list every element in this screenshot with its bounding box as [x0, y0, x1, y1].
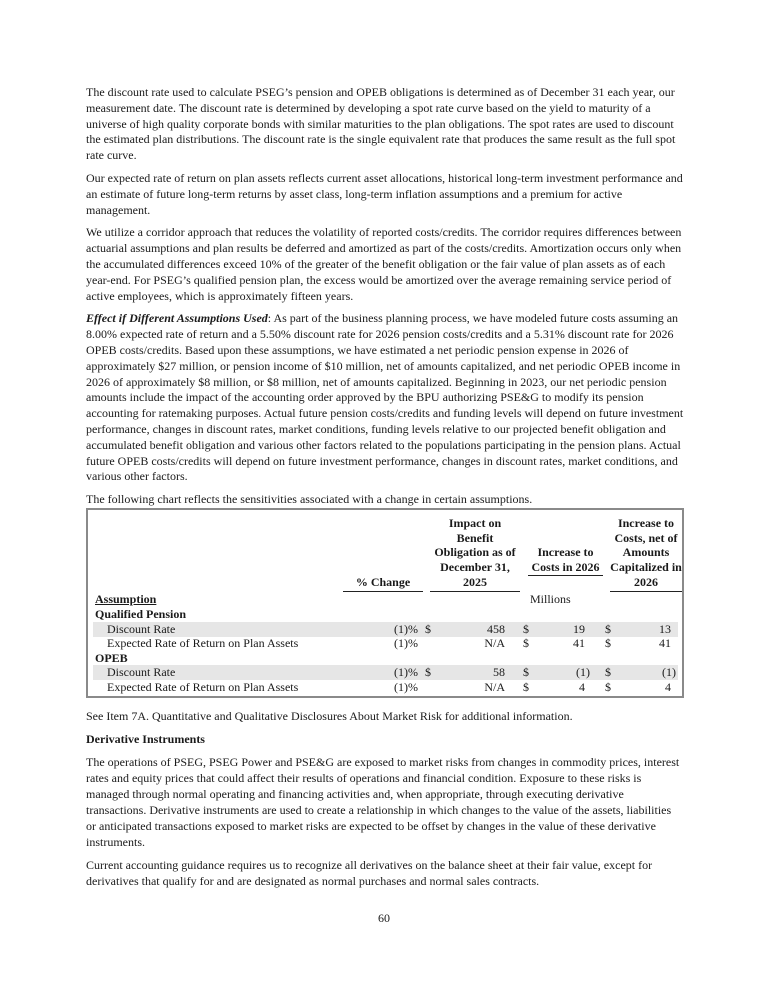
chart-intro: The following chart reflects the sensitivities associated with a change in certain assumptions.: [86, 492, 533, 507]
units-label: Millions: [530, 592, 571, 606]
paragraph-discount-rate: The discount rate used to calculate PSEG’s pension and OPEB obligations is determined as of December 31 each year, our measurement date. The discount rate is determined by developing a spot rate curve based on the yield to maturity of a universe of high quality corporate bonds with similar maturities to the plan obligations. The spot rates are used to discount the estimated plan distributions. The discount rate is the single equivalent rate that produces the same result as the full spot rate curve.: [86, 85, 676, 163]
section-title: Qualified Pension: [95, 607, 187, 621]
page-number: 60: [378, 911, 390, 925]
header-net-costs: Increase to Costs, net of Amounts Capitalized in 2026: [610, 516, 682, 592]
paragraph-derivatives-2: Current accounting guidance requires us to recognize all derivatives on the balance sheet at their fair value, except for derivatives that qualify for and are designated as normal purchases and normal sales contracts.: [86, 858, 653, 888]
see-item-7a: See Item 7A. Quantitative and Qualitative Disclosures About Market Risk for additional information.: [86, 709, 573, 723]
assumption-label: Assumption: [95, 592, 157, 606]
table-row: Expected Rate of Return on Plan Assets (1)% N/A $ 41 $ 41: [107, 636, 671, 650]
table-row: Discount Rate (1)% $ 58 $ (1) $ (1): [93, 665, 678, 680]
header-pct-change: % Change: [343, 516, 423, 592]
header-impact: Impact on Benefit Obligation as of December 31, 2025: [430, 516, 520, 592]
table-row: Discount Rate (1)% $ 458 $ 19 $ 13: [93, 622, 678, 637]
paragraph-corridor: We utilize a corridor approach that reduces the volatility of reported costs/credits. The corridor requires differences between actuarial assumptions and plan results be deferred and amortized as part of the costs/credits. Amortization occurs only when the accumulated differences exceed 10% of the greater of the benefit obligation or the fair value of plan assets as of each year-end. For PSEG’s qualified pension plan, the excess would be amortized over the average remaining service period of active employees, which is approximately fifteen years.: [86, 225, 682, 303]
body-text-top: [86, 85, 684, 515]
table-row: Expected Rate of Return on Plan Assets (1)% N/A $ 4 $ 4: [107, 680, 671, 694]
effect-lead: Effect if Different Assumptions Used: [86, 311, 268, 326]
sensitivity-table: [86, 508, 684, 698]
paragraph-effect: [86, 311, 684, 485]
header-costs: Increase to Costs in 2026: [528, 516, 603, 576]
paragraph-expected-return: Our expected rate of return on plan assets reflects current asset allocations, historical long-term investment performance and an estimate of future long-term returns by asset class, long-term inflation assumptions and a premium for active management.: [86, 170, 683, 217]
assumption-row: [93, 592, 678, 607]
effect-text: : As part of the business planning process, we have modeled future costs assuming an 8.00% expected rate of return and a 5.50% discount rate for 2026 pension costs/credits and a 5.31% discount rate for 2026 OPEB costs/credits. Based upon these assumptions, we have estimated a net periodic pension expense in 2026 of approximately $27 million, or pension income of $10 million, net of amounts capitalized, and net periodic OPEB income in 2026 of approximately $8 million, or $8 million, net of amounts capitalized. Beginning in 2023, our net periodic pension amounts include the impact of the accounting order approved by the BPU authorizing PSE&G to modify its pension accounting for ratemaking purposes. Actual future pension costs/credits and funding levels will depend on future investment performance, changes in discount rates, market conditions, funding levels relative to our projected benefit obligation and accumulated benefit obligation and various other factors related to the populations participating in the pension plans. Actual future OPEB costs/credits will depend on future investment performance, changes in discount rates, market conditions, and various other factors.: [86, 311, 684, 484]
paragraph-derivatives-1: The operations of PSEG, PSEG Power and PSE&G are exposed to market risks from changes in commodity prices, interest rates and equity prices that could affect their results of operations and financial condition. Exposure to these risks is managed through normal operating and financing activities and, when appropriate, through executing derivative transactions. Derivative instruments are used to create a relationship in which changes to the value of the assets, liabilities or anticipated transactions exposed to market risks are expected to be offset by changes in the value of these derivative instruments.: [86, 755, 680, 849]
body-text-bottom: [86, 708, 684, 896]
section-heading-derivatives: Derivative Instruments: [86, 732, 205, 746]
section-title: OPEB: [95, 651, 128, 665]
